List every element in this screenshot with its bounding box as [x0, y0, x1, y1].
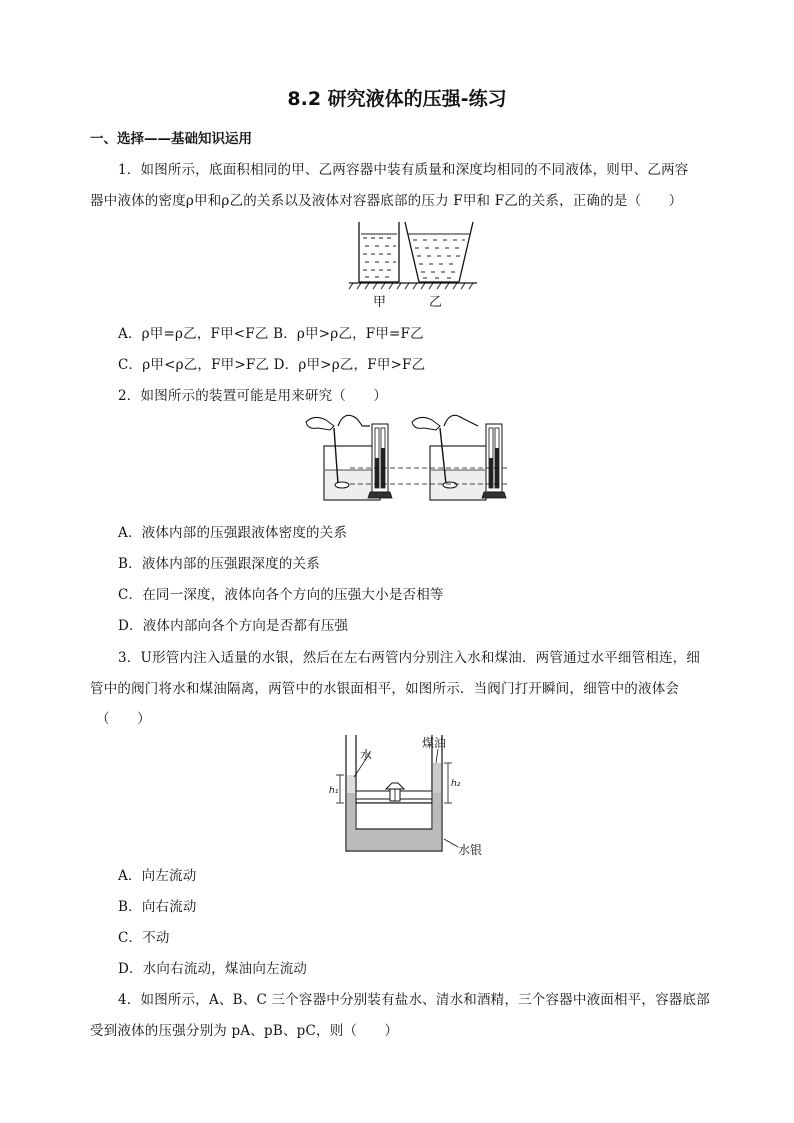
q2-option-c: C．在同一深度，液体向各个方向的压强大小是否相等: [118, 587, 444, 603]
q3-stem-line3: （ ）: [96, 711, 151, 727]
label-jia: 甲: [373, 295, 387, 310]
label-h2: h₂: [451, 779, 461, 789]
setup-left: [306, 415, 392, 500]
q2-option-d: D．液体内部向各个方向是否都有压强: [118, 618, 349, 634]
label-mercury: 水银: [458, 843, 483, 857]
label-kerosene: 煤油: [422, 736, 447, 750]
q4-stem-line1: 4．如图所示，A、B、C 三个容器中分别装有盐水、清水和酒精，三个容器中液面相平，容器底部: [118, 992, 710, 1008]
setup-right: [412, 415, 506, 500]
container-yi: [405, 222, 473, 282]
label-water: 水: [360, 748, 373, 762]
q3-option-d: D．水向右流动，煤油向左流动: [118, 961, 308, 977]
q1-options-ab: A．ρ甲=ρ乙，F甲<F乙 B．ρ甲>ρ乙，F甲=F乙: [118, 326, 424, 342]
q3-option-b: B．向右流动: [118, 899, 197, 915]
q1-options-cd: C．ρ甲<ρ乙，F甲>F乙 D．ρ甲>ρ乙，F甲>F乙: [118, 357, 426, 373]
q3-option-a: A．向左流动: [118, 868, 197, 884]
q3-option-c: C．不动: [118, 930, 170, 946]
q3-stem-line1: 3．U形管内注入适量的水银，然后在左右两管内分别注入水和煤油．两管通过水平细管相连，细: [118, 650, 701, 666]
label-h1: h₁: [329, 786, 339, 796]
label-yi: 乙: [429, 295, 443, 310]
q2-stem: 2．如图所示的装置可能是用来研究（ ）: [118, 388, 388, 404]
container-jia: [359, 222, 399, 282]
q2-option-b: B．液体内部的压强跟深度的关系: [118, 556, 320, 572]
q2-option-a: A．液体内部的压强跟液体密度的关系: [118, 525, 348, 541]
page-title: 8.2 研究液体的压强-练习: [287, 88, 507, 110]
q1-figure-containers: [345, 218, 480, 310]
q2-figure-pressure-gauges: [300, 412, 522, 504]
q3-figure-u-tube: [326, 733, 498, 858]
q4-stem-line2: 受到液体的压强分别为 pA、pB、pC，则（ ）: [90, 1023, 399, 1039]
u-tube: [336, 735, 458, 851]
q1-stem-line2: 器中液体的密度ρ甲和ρ乙的关系以及液体对容器底部的压力 F甲和 F乙的关系，正确的是（ ）: [90, 193, 683, 209]
q3-stem-line2: 管中的阀门将水和煤油隔离，两管中的水银面相平，如图所示．当阀门打开瞬间，细管中的液体会: [90, 681, 680, 697]
section-heading: 一、选择——基础知识运用: [90, 131, 252, 147]
ground: [349, 283, 477, 289]
q1-stem-line1: 1．如图所示，底面积相同的甲、乙两容器中装有质量和深度均相同的不同液体，则甲、乙两容: [118, 162, 689, 178]
